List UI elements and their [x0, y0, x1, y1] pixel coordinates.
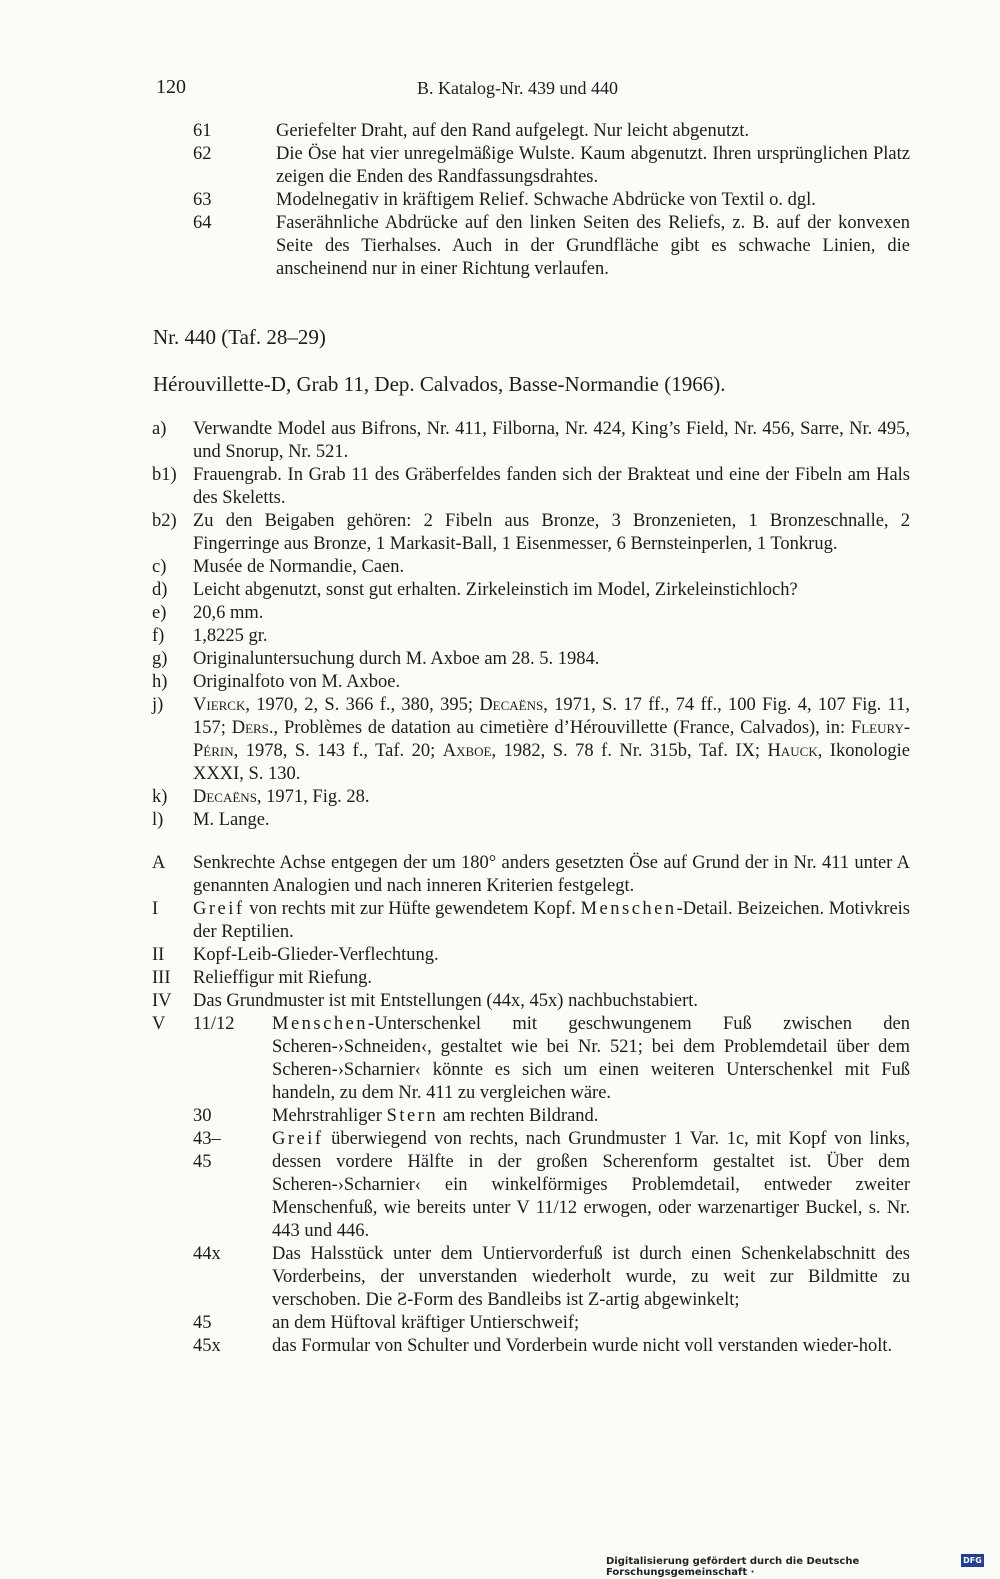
page-number: 120 [156, 76, 186, 98]
field-text: Verwandte Model aus Bifrons, Nr. 411, Filborna, Nr. 424, King’s Field, Nr. 456, Sarre, Nr. 495, und Snorup, Nr. 521. [193, 419, 910, 462]
field-text: 20,6 mm. [193, 603, 264, 623]
author-name: Ders. [231, 718, 274, 738]
author-name: Hauck [767, 741, 818, 761]
note-text: Die Öse hat vier unregelmäßige Wulste. Kaum abgenutzt. Ihren ursprünglichen Platz zeigen die Enden des Randfassungsdrahtes. [276, 144, 910, 187]
spaced-term: Menschen [272, 1014, 369, 1034]
field-text: Zu den Beigaben gehören: 2 Fibeln aus Bronze, 3 Bronzenieten, 1 Bronzeschnalle, 2 Fingerringe aus Bronze, 1 Markasit-Ball, 1 Eisenmesser, 6 Bernsteinperlen, 1 Tonkrug. [193, 511, 910, 554]
detail-text: an dem Hüftoval kräftiger Untierschweif; [272, 1313, 580, 1333]
note-text: Modelnegativ in kräftigem Relief. Schwache Abdrücke von Textil o. dgl. [276, 190, 816, 210]
field-text: 1,8225 gr. [193, 626, 268, 646]
citation-text: , Problèmes de datation au cimetière d’Hérouvillette (France, Calvados), in: [273, 718, 851, 738]
field-label: a) [152, 419, 167, 439]
field-label: g) [152, 649, 168, 669]
detail-text [272, 1128, 910, 1243]
citation-text: , 1971, Fig. 28. [256, 787, 370, 807]
field-text [193, 694, 910, 786]
citation-text: , 1978, S. 143 f., Taf. 20; [233, 741, 443, 761]
author-name: Decaëns [479, 695, 544, 715]
analysis-label: II [152, 945, 165, 965]
detail-number: 44x [193, 1244, 221, 1264]
detail-fragment: am rechten Bildrand. [438, 1106, 599, 1126]
field-text: Musée de Normandie, Caen. [193, 557, 405, 577]
analysis-text: Senkrechte Achse entgegen der um 180° anders gesetzten Öse auf Grund der in Nr. 411 unter A genannten Analogien und nach inneren Kriterien festgelegt. [193, 853, 910, 896]
detail-text: Das Halsstück unter dem Untiervorderfuß ist durch einen Schenkelabschnitt des Vorderbeins, der unverstanden wiederholt wurde, zu weit zur Bildmitte zu verschoben. Die Ƨ-Form des Bandleibs ist Z-artig abgewinkelt; [272, 1244, 910, 1310]
analysis-fragment: -Detail. Beizeichen. Motivkreis der Reptilien. [193, 899, 910, 942]
field-label: b1) [152, 465, 177, 485]
note-number: 63 [193, 190, 212, 210]
field-text: Originalfoto von M. Axboe. [193, 672, 401, 692]
detail-text: das Formular von Schulter und Vorderbein wurde nicht voll verstanden wieder-holt. [272, 1336, 893, 1356]
spaced-term: Menschen [580, 899, 677, 919]
citation-text: , 1970, 2, S. 366 f., 380, 395; [245, 695, 480, 715]
spaced-term: Stern [386, 1106, 439, 1126]
field-text: Originaluntersuchung durch M. Axboe am 28. 5. 1984. [193, 649, 600, 669]
author-name: Axboe [442, 741, 492, 761]
detail-fragment: -Unterschenkel mit geschwungenem Fuß zwischen den Scheren-›Schneiden‹, gestaltet wie bei Nr. 521; bei dem Problemdetail über dem Scheren-›Scharnier‹ könnte es sich um einen weiteren Unterschenkel mit Fuß handeln, zu dem Nr. 411 zu vergleichen wäre. [272, 1014, 910, 1103]
citation-text: , Ikonologie XXXI, S. 130. [193, 741, 910, 784]
note-text: Geriefelter Draht, auf den Rand aufgelegt. Nur leicht abgenutzt. [276, 121, 750, 141]
entry-number-heading: Nr. 440 (Taf. 28–29) [153, 325, 326, 349]
author-name: Vierck [193, 695, 246, 715]
citation-text: , 1971, S. 17 ff., 74 ff., 100 Fig. 4, 107 Fig. 11, 157; [193, 695, 910, 738]
field-label: k) [152, 787, 168, 807]
analysis-label: A [152, 853, 166, 873]
field-label: j) [152, 695, 164, 715]
citation-text: , 1982, S. 78 f. Nr. 315b, Taf. IX; [491, 741, 768, 761]
detail-number: 45 [193, 1313, 212, 1333]
field-label: d) [152, 580, 168, 600]
field-label: l) [152, 810, 164, 830]
note-number: 62 [193, 144, 212, 164]
spaced-term: Greif [272, 1129, 324, 1149]
author-name: Decaëns [193, 787, 257, 807]
note-text: Faserähnliche Abdrücke auf den linken Seiten des Reliefs, z. B. auf der konvexen Seite des Tierhalses. Auch in der Grundfläche gibt es schwache Linien, die anscheinend nur in einer Richtung verlaufen. [276, 213, 910, 279]
analysis-label: I [152, 899, 159, 919]
digitization-credit: Digitalisierung gefördert durch die Deutsche Forschungsgemeinschaft · [606, 1556, 860, 1578]
analysis-text: Kopf-Leib-Glieder-Verflechtung. [193, 945, 439, 965]
note-number: 64 [193, 213, 212, 233]
detail-number: 43–45 [193, 1129, 221, 1172]
detail-text [272, 1105, 910, 1128]
note-number: 61 [193, 121, 212, 141]
field-label: c) [152, 557, 167, 577]
field-label: b2) [152, 511, 177, 531]
detail-fragment: überwiegend von rechts, nach Grundmuster 1 Var. 1c, mit Kopf von links, dessen vordere Hälfte in der großen Scherenform gestaltet ist. Über dem Scheren-›Scharnier‹ ein winkelförmiges Problemdetail, entweder zweiter Menschenfuß, wie bereits unter V 11/12 erwogen, oder warzenartiger Buckel, s. Nr. 443 und 446. [272, 1129, 910, 1241]
analysis-label: V [152, 1014, 166, 1034]
field-text [193, 786, 910, 809]
analysis-text [193, 898, 910, 944]
analysis-fragment: von rechts mit zur Hüfte gewendetem Kopf. [244, 899, 581, 919]
detail-number: 30 [193, 1106, 212, 1126]
field-text: Leicht abgenutzt, sonst gut erhalten. Zirkeleinstich im Model, Zirkeleinstichloch? [193, 580, 798, 600]
analysis-label: IV [152, 991, 172, 1011]
detail-number: 45x [193, 1336, 221, 1356]
entry-site-heading: Hérouvillette-D, Grab 11, Dep. Calvados, Basse-Normandie (1966). [153, 372, 726, 396]
analysis-text: Das Grundmuster ist mit Entstellungen (44x, 45x) nachbuchstabiert. [193, 991, 699, 1011]
author-name: Fleury-Périn [193, 718, 911, 761]
field-label: h) [152, 672, 168, 692]
running-title: B. Katalog-Nr. 439 und 440 [417, 78, 618, 98]
analysis-label: III [152, 968, 171, 988]
spaced-term: Greif [193, 899, 245, 919]
detail-fragment: Mehrstrahliger [272, 1106, 387, 1126]
detail-number: 11/12 [193, 1014, 235, 1034]
field-label: f) [152, 626, 165, 646]
field-text: M. Lange. [193, 810, 270, 830]
detail-text [272, 1013, 910, 1105]
analysis-text: Relieffigur mit Riefung. [193, 968, 372, 988]
dfg-logo: DFG [961, 1554, 984, 1567]
field-text: Frauengrab. In Grab 11 des Gräberfeldes fanden sich der Brakteat und eine der Fibeln am Hals des Skeletts. [193, 465, 910, 508]
field-label: e) [152, 603, 167, 623]
